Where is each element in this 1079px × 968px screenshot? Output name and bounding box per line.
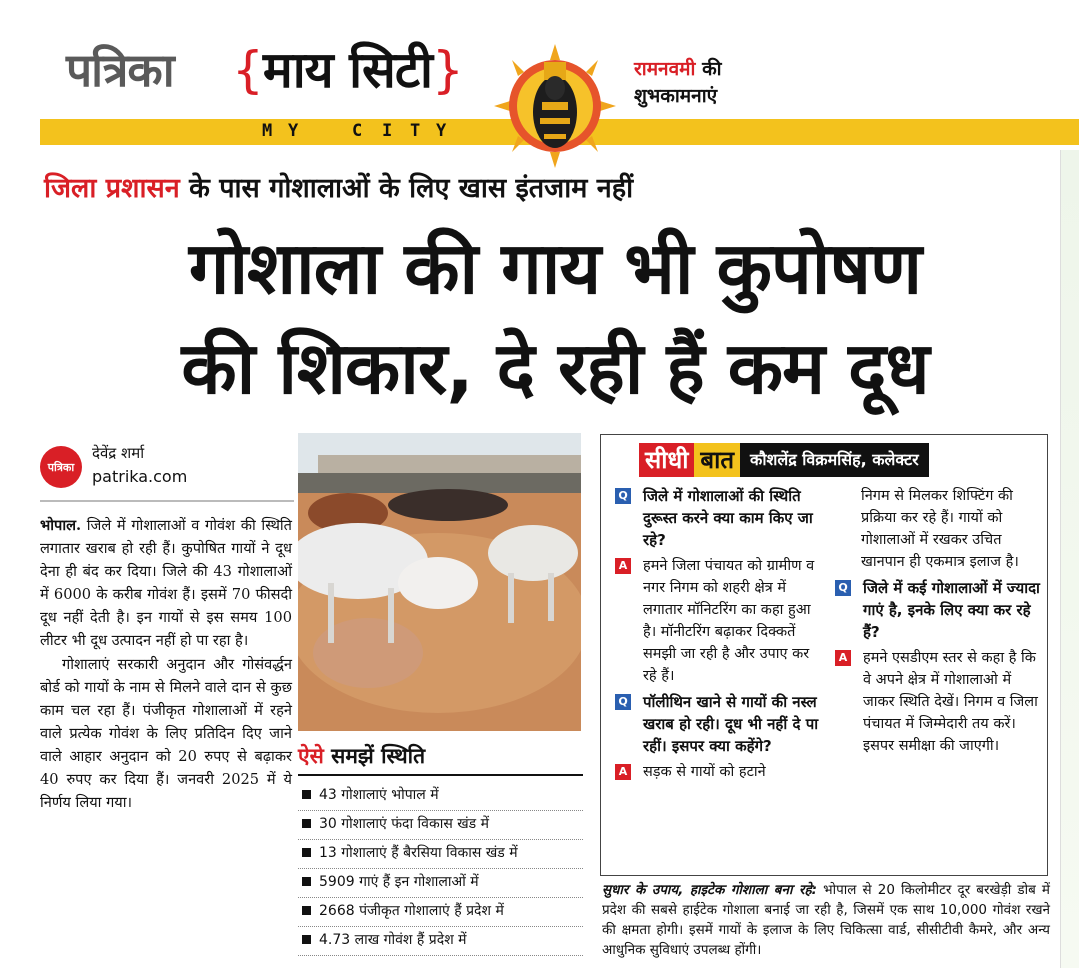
patrika-logo: पत्रिका [40,446,82,488]
answer-continued: निगम से मिलकर शिफ्टिंग की प्रक्रिया कर रहे हैं। गायों को गोशालाओं में रखकर उचित खानपान ही एकमात्र इलाज है। [861,488,1019,570]
situation-title: ऐसे समझें स्थिति [298,742,583,776]
list-item: 2668 पंजीकृत गोशालाएं हैं प्रदेश में [298,898,583,927]
brace-close: } [431,41,463,99]
answer: A हमने जिला पंचायत को ग्रामीण व नगर निगम को शहरी क्षेत्र में लगातार मॉनिटरिंग का कहा हुआ है। मॉनीटरिंग बढ़ाकर दिक्कतें समझी जा रही है और उपाए कर रहे हैं। [613,555,823,687]
dateline: भोपाल. [40,517,82,534]
interviewee: कौशलेंद्र विक्रमसिंह, कलेक्टर [740,443,929,477]
brace-open: { [232,41,263,99]
question: Q पॉलीथिन खाने से गायों की नस्ल खराब हो रही। दूध भी नहीं दे पा रहीं। इसपर क्या कहेंगे? [613,691,823,757]
author-name: देवेंद्र शर्मा [92,444,145,462]
site-link[interactable]: patrika.com [92,467,188,486]
brand-logo: पत्रिका [66,43,174,97]
interview-column-right [833,485,1041,761]
divider [40,500,294,502]
list-item: 13 गोशालाएं हैं बैरसिया विकास खंड में [298,840,583,869]
footer-note: सुधार के उपाय, हाइटेक गोशाला बना रहे: भोपाल से 20 किलोमीटर दूर बरखेड़ी डोब में प्रदेश की सबसे हाईटेक गोशाला बनाई जा रही है, जिसमें एक साथ 10,000 गोवंश रखने की क्षमता होगी। इसमें गायों के इलाज के लिए चिकित्सा वार्ड, सीसीटीवी कैमरे, और अन्य आधुनिक सुविधाएं उपलब्ध होंगी। [602,882,1050,958]
interview-header: सीधी बात कौशलेंद्र विक्रमसिंह, कलेक्टर [639,443,929,477]
section-title [232,34,463,102]
greeting: रामनवमी की शुभकामनाएं [634,58,722,107]
headline: गोशाला की गाय भी कुपोषण की शिकार, दे रही हैं कम दूध [181,226,929,410]
answer: A सड़क से गायों को हटाने [613,761,823,783]
masthead [0,0,1079,150]
ram-idol-illustration [494,42,616,170]
question: Q जिले में गोशालाओं की स्थिति दुरूस्त करने क्या काम किए जा रहे? [613,485,823,551]
kicker: जिला प्रशासन के पास गोशालाओं के लिए खास इंतजाम नहीं [44,173,634,204]
list-item: 30 गोशालाएं फंदा विकास खंड में [298,811,583,840]
article-body: भोपाल. जिले में गोशालाओं व गोवंश की स्थिति लगातार खराब हो रही हैं। कुपोषित गायों ने दूध देना ही बंद कर दिया। जिले की 43 गोशालाओं में 6000 के करीब गोवंश हैं। इसमें 70 फीसदी दूध नहीं देती है। इन गायों से इस समय 100 लीटर भी दूध उत्पादन नहीं हो पा रहा है। गोशालाएं सरकारी अनुदान और गोसंवर्द्धन बोर्ड को गायों के नाम से मिलने वाले दान से कुछ काम चल रहा हैं। पंजीकृत गोशालाओं में रहने वाले प्रत्येक गोवंश के लिए प्रतिदिन दिए जाने वाले आहार अनुदान को 20 रुपए से बढ़ाकर 40 रुपए कर दिया हैं। जनवरी 2025 में ये निर्णय लिया गया। [40,517,292,812]
situation-box [298,742,583,956]
cows-photo [298,433,581,731]
list-item: 5909 गाएं हैं इन गोशालाओं में [298,869,583,898]
list-item: 4.73 लाख गोवंश हैं प्रदेश में [298,927,583,956]
list-item: 43 गोशालाएं भोपाल में [298,782,583,811]
interview-column-left [613,485,823,787]
section-name: माय सिटी [262,41,432,99]
mycity-label: M Y C I T Y [262,121,447,141]
adjacent-page-strip [1060,150,1079,968]
answer: A हमने एसडीएम स्तर से कहा है कि वे अपने क्षेत्र में गोशालाओ में जाकर स्थिति देखें। निगम व जिला पंचायत में जिम्मेदारी तय करें। इसपर समीक्षा की जाएगी। [833,647,1041,757]
interview-box [600,434,1048,876]
question: Q जिले में कई गोशालाओं में ज्यादा गाएं है, इनके लिए क्या कर रहे हैं? [833,577,1041,643]
